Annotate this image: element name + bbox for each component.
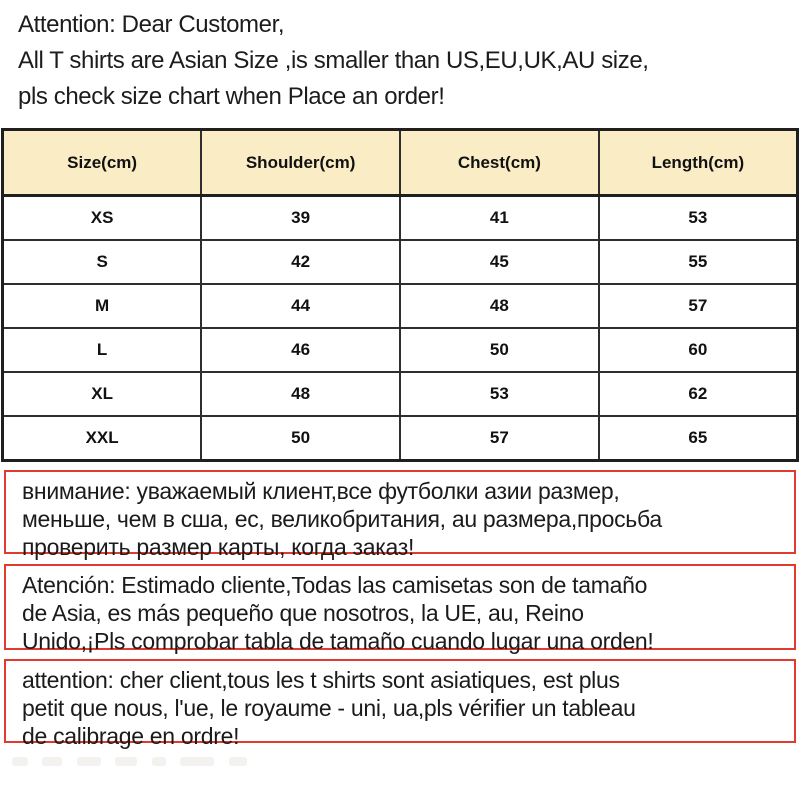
cell-length: 62 <box>599 372 798 416</box>
cell-length: 60 <box>599 328 798 372</box>
attention-header <box>18 7 792 115</box>
note-french-line-3: de calibrage en ordre! <box>22 723 240 749</box>
cell-size: XL <box>3 372 202 416</box>
note-spanish <box>4 564 796 654</box>
watermark-mark <box>180 757 214 766</box>
cell-shoulder: 46 <box>201 328 400 372</box>
watermark-mark <box>77 757 101 766</box>
col-header-shoulder: Shoulder(cm) <box>201 130 400 196</box>
cell-size: XXL <box>3 416 202 460</box>
watermark-mark <box>12 757 28 766</box>
cell-chest: 48 <box>400 284 599 328</box>
cell-chest: 57 <box>400 416 599 460</box>
cell-length: 55 <box>599 240 798 284</box>
cell-shoulder: 39 <box>201 196 400 240</box>
cell-shoulder: 48 <box>201 372 400 416</box>
cell-size: S <box>3 240 202 284</box>
table-row-xs <box>3 196 798 240</box>
attention-line-1: Attention: Dear Customer, <box>18 11 285 38</box>
watermark-mark <box>42 757 62 766</box>
note-spanish-line-1: Atención: Estimado cliente,Todas las camisetas son de tamaño <box>22 572 648 598</box>
faint-watermark <box>12 757 312 771</box>
watermark-mark <box>229 757 247 766</box>
note-russian <box>4 470 796 560</box>
size-chart-table <box>1 128 799 462</box>
table-row-m <box>3 284 798 328</box>
note-russian-line-2: меньше, чем в сша, ес, великобритания, au размера,просьба <box>22 506 662 532</box>
watermark-mark <box>152 757 166 766</box>
note-french <box>4 659 796 749</box>
note-spanish-line-3: Unido,¡Pls comprobar tabla de tamaño cuando lugar una orden! <box>22 628 654 654</box>
note-french-line-1: attention: cher client,tous les t shirts sont asiatiques, est plus <box>22 667 620 693</box>
cell-length: 57 <box>599 284 798 328</box>
col-header-chest: Chest(cm) <box>400 130 599 196</box>
note-spanish-line-2: de Asia, es más pequeño que nosotros, la UE, au, Reino <box>22 600 584 626</box>
cell-chest: 45 <box>400 240 599 284</box>
cell-shoulder: 44 <box>201 284 400 328</box>
note-french-line-2: petit que nous, l'ue, le royaume - uni, ua,pls vérifier un tableau <box>22 695 636 721</box>
header-row <box>3 130 798 196</box>
attention-line-2: All T shirts are Asian Size ,is smaller than US,EU,UK,AU size, <box>18 47 649 74</box>
table-row-xl <box>3 372 798 416</box>
note-russian-line-1: внимание: уважаемый клиент,все футболки азии размер, <box>22 478 620 504</box>
cell-shoulder: 50 <box>201 416 400 460</box>
cell-size: M <box>3 284 202 328</box>
size-chart-body <box>3 196 798 461</box>
cell-length: 65 <box>599 416 798 460</box>
table-row-s <box>3 240 798 284</box>
watermark-mark <box>115 757 137 766</box>
cell-chest: 41 <box>400 196 599 240</box>
attention-line-3: pls check size chart when Place an order! <box>18 83 445 110</box>
cell-size: XS <box>3 196 202 240</box>
cell-length: 53 <box>599 196 798 240</box>
note-russian-line-3: проверить размер карты, когда заказ! <box>22 534 415 560</box>
cell-size: L <box>3 328 202 372</box>
table-row-l <box>3 328 798 372</box>
col-header-size: Size(cm) <box>3 130 202 196</box>
cell-chest: 53 <box>400 372 599 416</box>
cell-chest: 50 <box>400 328 599 372</box>
col-header-length: Length(cm) <box>599 130 798 196</box>
table-row-xxl <box>3 416 798 460</box>
size-chart-header <box>3 130 798 196</box>
cell-shoulder: 42 <box>201 240 400 284</box>
